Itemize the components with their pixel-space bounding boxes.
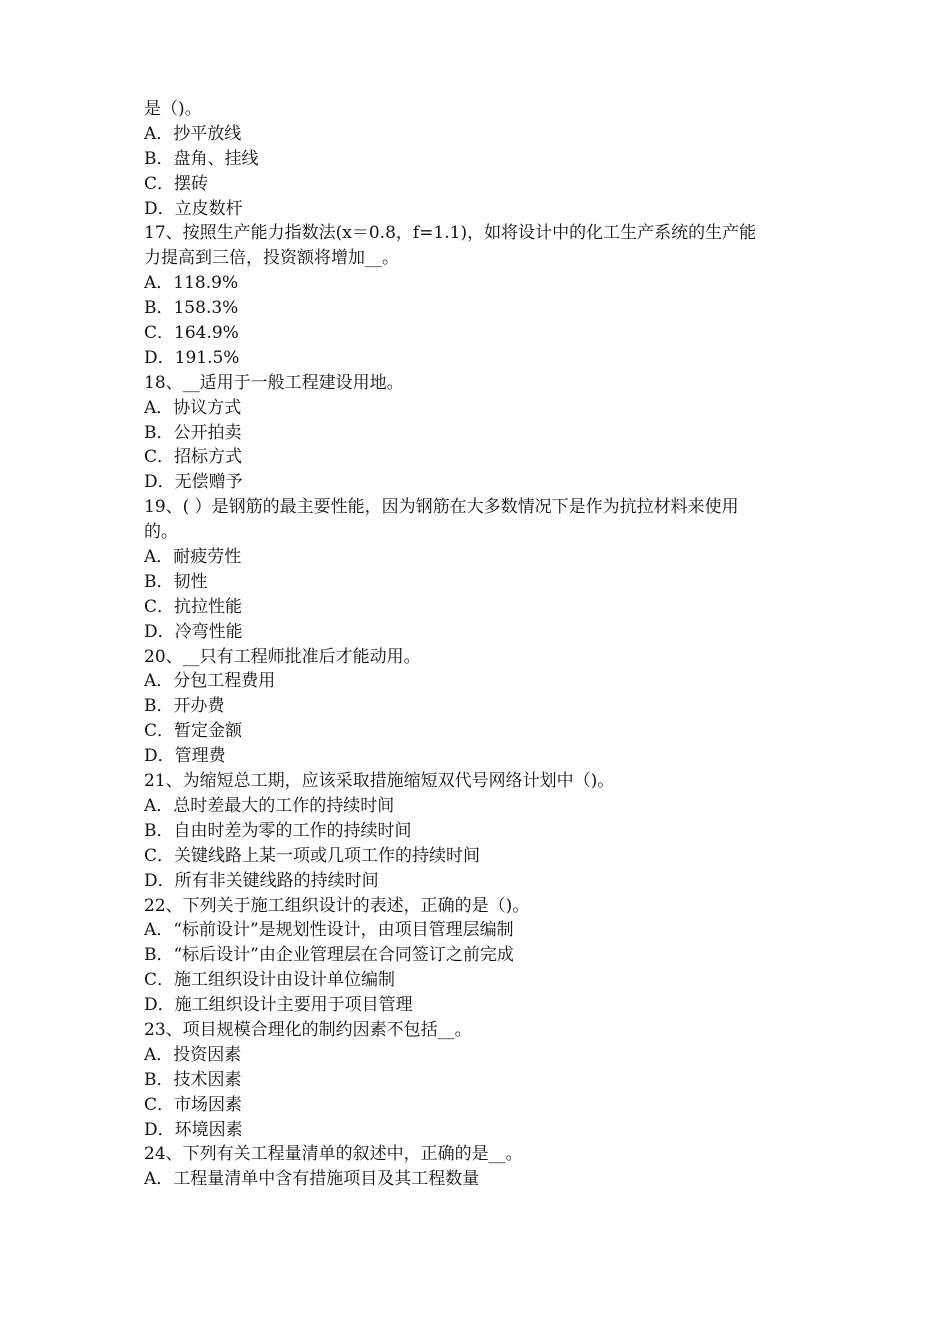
option-line: D．施工组织设计主要用于项目管理 <box>144 995 413 1016</box>
option-line: A．协议方式 <box>144 397 242 418</box>
question-21: 21、为缩短总工期，应该采取措施缩短双代号网络计划中（)。 <box>144 771 615 792</box>
option-line: A．118.9% <box>144 273 239 294</box>
question-18: 18、__适用于一般工程建设用地。 <box>144 372 404 393</box>
option-line: C．招标方式 <box>144 447 243 468</box>
option-line: B．自由时差为零的工作的持续时间 <box>144 820 412 841</box>
text-line: 是（)。 <box>144 99 202 119</box>
option-line: D．环境因素 <box>144 1119 243 1140</box>
question-19-continued: 的。 <box>144 522 178 543</box>
option-line: B．“标后设计”由企业管理层在合同签订之前完成 <box>144 945 514 966</box>
option-line: C．摆砖 <box>144 173 209 194</box>
option-line: B．技术因素 <box>144 1069 242 1090</box>
option-line: B．韧性 <box>144 571 208 592</box>
option-line: C．暂定金额 <box>144 721 243 742</box>
option-line: A．投资因素 <box>144 1044 242 1065</box>
option-line: D．冷弯性能 <box>144 621 243 642</box>
option-line: D．所有非关键线路的持续时间 <box>144 870 379 891</box>
question-23: 23、项目规模合理化的制约因素不包括__。 <box>144 1019 472 1040</box>
question-20: 20、__只有工程师批准后才能动用。 <box>144 646 421 667</box>
option-line: A．抄平放线 <box>144 123 242 144</box>
option-line: D．无偿赠予 <box>144 472 243 493</box>
option-line: D．立皮数杆 <box>144 198 243 219</box>
option-line: A．“标前设计”是规划性设计，由项目管理层编制 <box>144 920 514 941</box>
question-24: 24、下列有关工程量清单的叙述中，正确的是__。 <box>144 1144 523 1165</box>
question-19: 19、( ）是钢筋的最主要性能，因为钢筋在大多数情况下是作为抗拉材料来使用 <box>144 497 739 518</box>
option-line: A．分包工程费用 <box>144 671 276 692</box>
question-17-continued: 力提高到三倍，投资额将增加__。 <box>144 248 399 269</box>
option-line: B．158.3% <box>144 298 239 319</box>
option-line: C．抗拉性能 <box>144 596 243 617</box>
option-line: D．管理费 <box>144 746 226 767</box>
option-line: C．164.9% <box>144 323 239 344</box>
option-line: B．盘角、挂线 <box>144 148 259 169</box>
option-line: B．公开拍卖 <box>144 422 242 443</box>
question-17: 17、按照生产能力指数法(x＝0.8，f=1.1)，如将设计中的化工生产系统的生产能 <box>144 223 757 244</box>
option-line: A．工程量清单中含有措施项目及其工程数量 <box>144 1169 480 1190</box>
option-line: A．总时差最大的工作的持续时间 <box>144 795 395 816</box>
option-line: C．市场因素 <box>144 1094 243 1115</box>
option-line: C．关键线路上某一项或几项工作的持续时间 <box>144 845 481 866</box>
option-line: B．开办费 <box>144 696 225 717</box>
document-body <box>144 97 809 1192</box>
question-22: 22、下列关于施工组织设计的表述，正确的是（)。 <box>144 895 530 916</box>
option-line: A．耐疲劳性 <box>144 547 242 568</box>
option-line: D．191.5% <box>144 347 240 368</box>
option-line: C．施工组织设计由设计单位编制 <box>144 970 396 991</box>
